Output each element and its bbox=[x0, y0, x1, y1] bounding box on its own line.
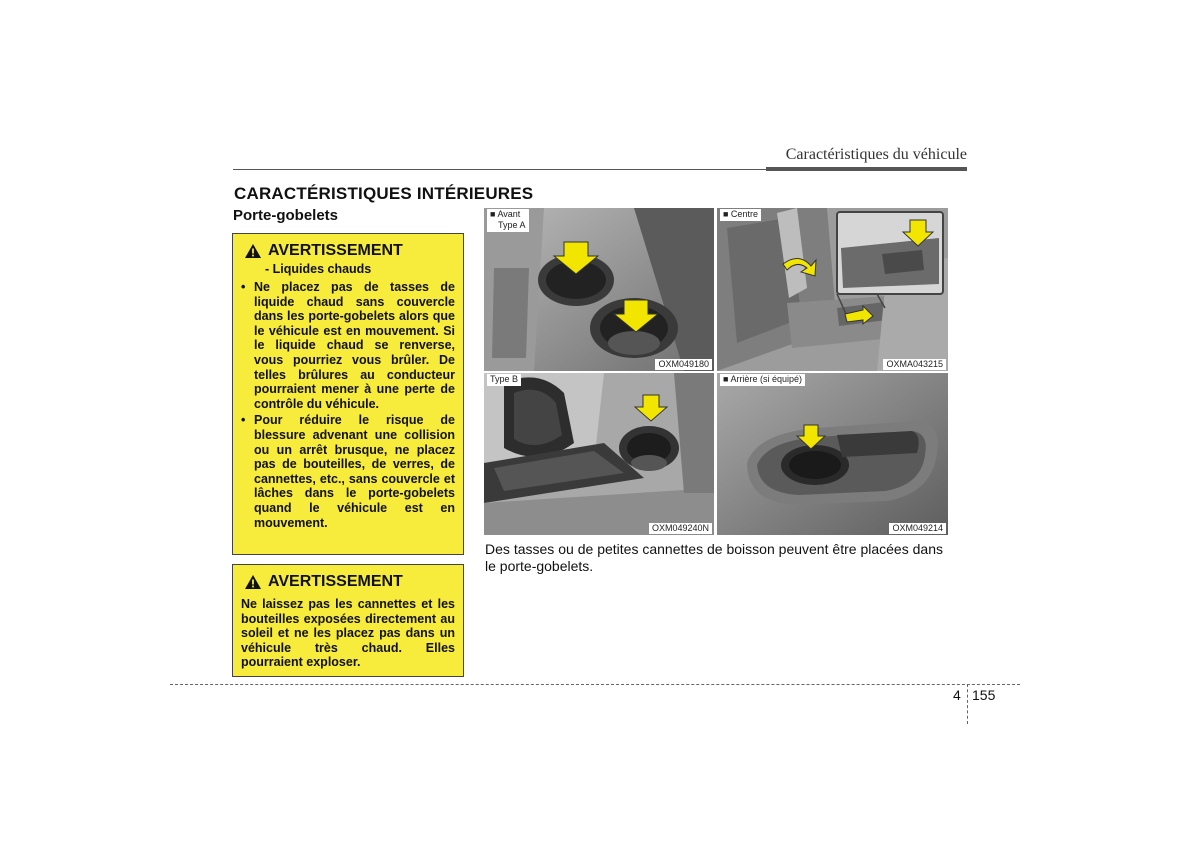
photo-rear-cup-holder bbox=[717, 373, 948, 535]
section-title: CARACTÉRISTIQUES INTÉRIEURES bbox=[234, 184, 534, 203]
warning-item: • Pour réduire le risque de blessure advenant une collision ou un arrêt brusque, ne placez pas de bouteilles, de verres, de cannettes, etc., sans couvercle et lâches dans le porte-gobelets quand le véhicule est en mouvement. bbox=[241, 413, 455, 530]
chapter-title: Caractéristiques du véhicule bbox=[785, 146, 967, 163]
warning-subtitle: - Liquides chauds bbox=[265, 262, 372, 276]
warning-label: AVERTISSEMENT bbox=[268, 242, 403, 259]
warning-list bbox=[241, 280, 455, 530]
photo-front-cup-holder-type-b bbox=[484, 373, 714, 535]
caption-line: ■ Avant bbox=[490, 209, 521, 219]
photo-code: OXMA043215 bbox=[883, 359, 946, 370]
rear-seat-armrest-illustration bbox=[717, 208, 948, 371]
warning-box-hot-liquids bbox=[232, 233, 464, 555]
photo-caption: ■ Centre bbox=[720, 209, 761, 221]
caption-line: Type A bbox=[498, 220, 526, 230]
chapter-number: 4 bbox=[953, 687, 961, 703]
footer-rule bbox=[170, 684, 1020, 685]
rear-cup-holder-illustration bbox=[717, 373, 948, 535]
photo-front-cup-holder-type-a bbox=[484, 208, 714, 371]
warning-text: Ne laissez pas les cannettes et les bouteilles exposées directement au soleil et ne les placez pas dans un véhicule très chaud. Elles pourraient exploser. bbox=[241, 597, 455, 670]
footer-divider bbox=[967, 684, 968, 724]
photo-caption bbox=[487, 209, 529, 232]
photo-code: OXM049214 bbox=[889, 523, 946, 534]
photo-code: OXM049240N bbox=[649, 523, 712, 534]
photo-caption: ■ Arrière (si équipé) bbox=[720, 374, 805, 386]
subsection-title: Porte-gobelets bbox=[233, 207, 339, 224]
body-paragraph: Des tasses ou de petites cannettes de boisson peuvent être placées dans le porte-gobelets. bbox=[485, 541, 943, 574]
warning-triangle-icon bbox=[244, 243, 262, 259]
console-type-b-illustration bbox=[484, 373, 714, 535]
warning-box-heat bbox=[232, 564, 464, 677]
photo-centre-cup-holder bbox=[717, 208, 948, 371]
warning-item: • Ne placez pas de tasses de liquide chaud sans couvercle dans les porte-gobelets alors que le véhicule est en mouvement. Si le liquide chaud se renverse, vous pourriez vous brûler. De telles brûlures au conducteur pourraient mener à une perte de contrôle du véhicule. bbox=[241, 280, 455, 411]
warning-triangle-icon bbox=[244, 574, 262, 590]
page-number: 155 bbox=[972, 687, 996, 703]
warning-label: AVERTISSEMENT bbox=[268, 573, 403, 590]
front-console-illustration bbox=[484, 208, 714, 371]
photo-caption: Type B bbox=[487, 374, 521, 386]
photo-code: OXM049180 bbox=[655, 359, 712, 370]
warning-header bbox=[244, 242, 455, 260]
header-rule-thick bbox=[766, 167, 967, 171]
warning-header bbox=[244, 573, 455, 591]
